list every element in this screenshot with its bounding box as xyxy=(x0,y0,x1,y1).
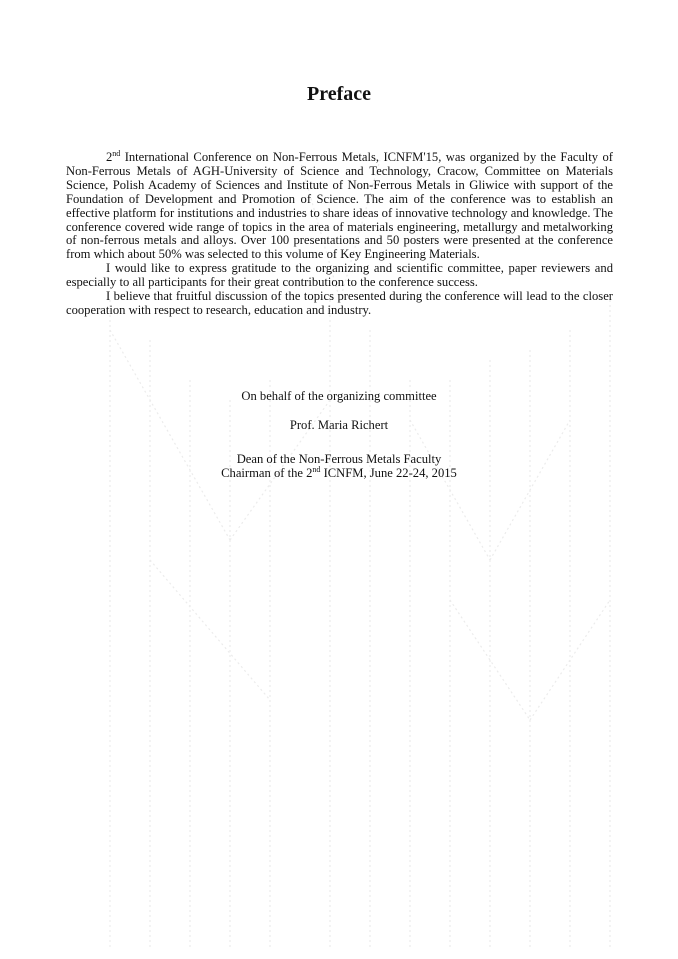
paragraph-gratitude: I would like to express gratitude to the organizing and scientific committee, paper reviewers and especially to all participants for their great contribution to the conference success. xyxy=(66,261,613,290)
preface-body xyxy=(66,151,613,318)
paragraph-intro xyxy=(66,151,613,262)
page-title: Preface xyxy=(306,83,372,105)
signature-dean-title: Dean of the Non-Ferrous Metals Faculty xyxy=(236,452,442,466)
signature-chair-title xyxy=(0,466,678,480)
chair-prefix: Chairman of the 2 xyxy=(221,466,313,480)
signature-on-behalf: On behalf of the organizing committee xyxy=(241,389,437,403)
chair-ordinal-suffix: nd xyxy=(312,465,321,474)
paragraph-intro-text: International Conference on Non-Ferrous Metals, ICNFM'15, was organized by the Faculty of Non-Ferrous Metals of AGH-University of Science and Technology, Cracow, Committee on Materials Science, Polish Academy of Sciences and Institute of Non-Ferrous Metals in Gliwice with support of the Foundation of Development and Promotion of Science. The aim of the conference was to establish an effective platform for institutions and industries to share ideas of innovative technology and knowledge. The conference covered wide range of topics in the area of materials engineering, metallurgy and metalworking of non-ferrous metals and alloys. Over 100 presentations and 50 posters were presented at the conference from which about 50% was selected to this volume of Key Engineering Materials. xyxy=(66,150,613,262)
ordinal-number: 2 xyxy=(106,150,113,164)
paragraph-closing: I believe that fruitful discussion of the topics presented during the conference will lead to the closer cooperation with respect to research, education and industry. xyxy=(66,289,613,317)
chair-rest: ICNFM, June 22-24, 2015 xyxy=(320,466,457,480)
ordinal-suffix: nd xyxy=(112,149,121,158)
signature-name: Prof. Maria Richert xyxy=(289,418,389,432)
